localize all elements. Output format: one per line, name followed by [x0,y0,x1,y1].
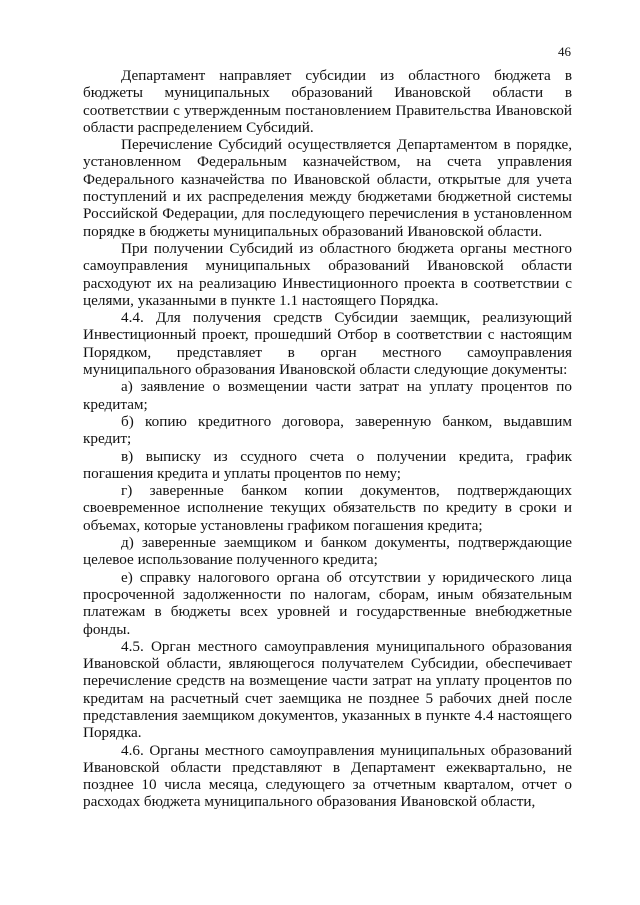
paragraph-clause-4-5: 4.5. Орган местного самоуправления муниципального образования Ивановской области, являющегося получателем Субсидии, обеспечивает перечисление средств на возмещение части затрат на уплату процентов по кредитам на расчетный счет заемщика не позднее 5 рабочих дней после представления заемщиком документов, указанных в пункте 4.4 настоящего Порядка. [83,637,572,742]
list-item-a: а) заявление о возмещении части затрат на уплату процентов по кредитам; [83,378,572,413]
paragraph-subsidy-payment-procedure: Перечисление Субсидий осуществляется Департаментом в порядке, установленном Федеральным казначейством, на счета управления Федерального казначейства по Ивановской области, открытые для учета поступлений и их распределения между бюджетами бюджетной системы Российской Федерации, для последующего перечисления в установленном порядке в бюджеты муниципальных образований Ивановской области. [83,136,572,240]
list-item-v: в) выписку из ссудного счета о получении кредита, график погашения кредита и уплаты процентов по нему; [83,447,572,482]
page-number: 46 [558,44,571,59]
document-body [83,67,572,811]
list-item-b: б) копию кредитного договора, заверенную банком, выдавшим кредит; [83,412,572,448]
paragraph-clause-4-6: 4.6. Органы местного самоуправления муниципальных образований Ивановской области представляют в Департамент ежеквартально, не позднее 10 числа месяца, следующего за отчетным кварталом, отчет о расходах бюджета муниципального образования Ивановской области, [83,741,572,811]
paragraph-clause-4-4: 4.4. Для получения средств Субсидии заемщик, реализующий Инвестиционный проект, прошедший Отбор в соответствии с настоящим Порядком, представляет в орган местного самоуправления муниципального образования Ивановской области следующие документы: [83,309,572,379]
list-item-g: г) заверенные банком копии документов, подтверждающих своевременное исполнение текущих обязательств по кредиту в сроки и объемах, которые установлены графиком погашения кредита; [83,482,572,534]
list-item-d: д) заверенные заемщиком и банком документы, подтверждающие целевое использование полученного кредита; [83,534,572,569]
paragraph-subsidy-usage: При получении Субсидий из областного бюджета органы местного самоуправления муниципальных образований Ивановской области расходуют их на реализацию Инвестиционного проекта в соответствии с целями, указанными в пункте 1.1 настоящего Порядка. [83,239,572,309]
paragraph-subsidy-transfer: Департамент направляет субсидии из областного бюджета в бюджеты муниципальных образований Ивановской области в соответствии с утвержденным постановлением Правительства Ивановской области распределением Субсидий. [83,67,572,136]
list-item-e: е) справку налогового органа об отсутствии у юридического лица просроченной задолженности по налогам, сборам, иным обязательным платежам в бюджеты всех уровней и государственные внебюджетные фонды. [83,568,572,638]
